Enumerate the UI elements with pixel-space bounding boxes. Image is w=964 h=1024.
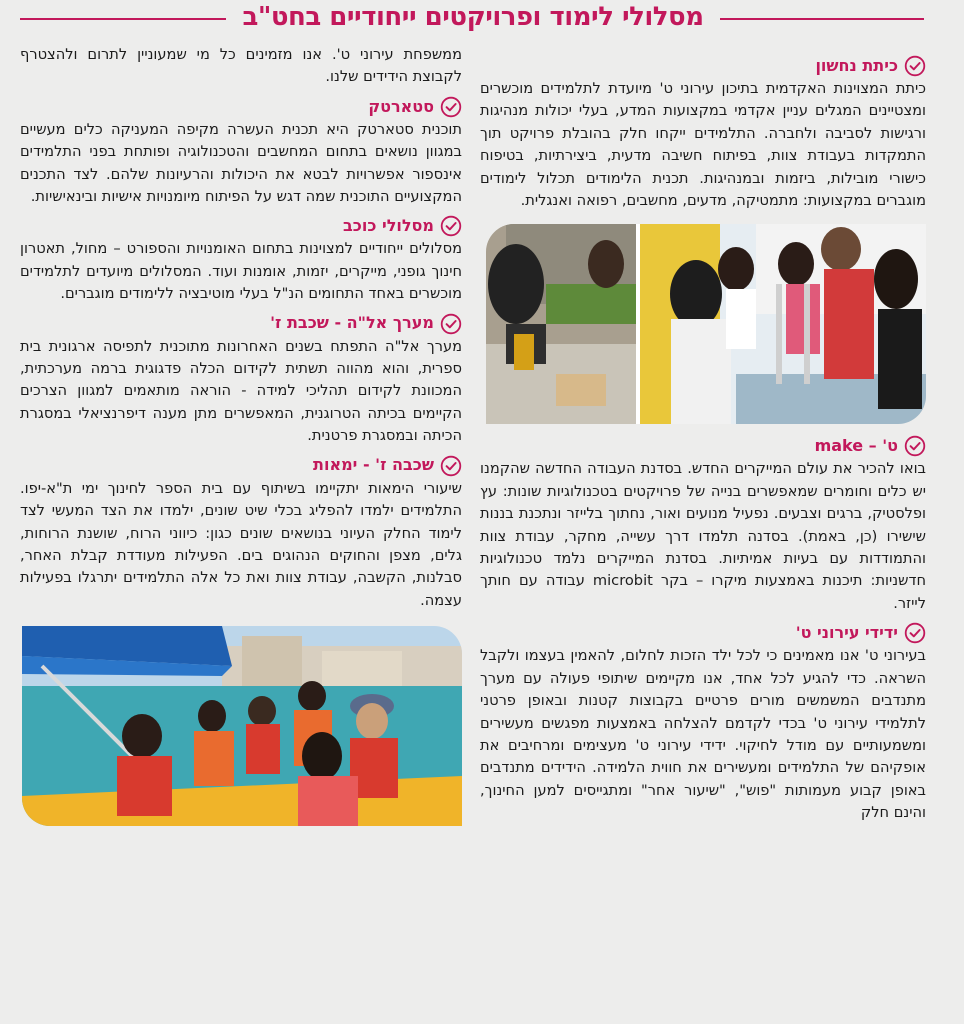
check-circle-icon — [440, 455, 462, 477]
section-heading-make — [480, 434, 926, 458]
check-circle-icon — [904, 622, 926, 644]
sailing-photo — [22, 626, 462, 826]
makers-workshop-photo — [486, 224, 926, 424]
page-header — [0, 0, 964, 46]
section-title: מערך אל"ה - שכבת ז' — [270, 313, 434, 333]
section-body: שיעורי הימאות יתקיימו בשיתוף עם בית הספר לחינוך ימי ת"א-יפו. התלמידים ילמדו להפליג בכלי שיט שונים, ילמדו את הצד המעשי לצד לימוד החלק העיוני בנושאים שונים כגון: כיווני הרוח, שושנת הרוחות, גלים, מצפן והחוקים הנהוגים בים. הפעילות מעודדת קבלת האחר, סבלנות, הקשבה, עבודת צוות ואת כל אלה התלמידים יתרגלו בפעילות עצמה. — [20, 479, 462, 609]
workshop-illustration — [486, 224, 926, 424]
section-body: בואו להכיר את עולם המייקרים החדש. בסדנת העבודה החדשה שהקמנו יש כלים וחומרים שמאפשרים בנייה של פרויקטים בטכנולוגיות שונות: עץ ופלסטיק, ברגים וצבעים. נפעיל מנועים ואור, נחתוך בלייזר ונתכנת בננות שישירו (כן, באמת). בסדנה תלמדו דרך עשייה, מחקר, עבודת צוות והתמודדות עם בעיות אמיתיות. בסדנת המייקרים נלמד טכנולוגיות חדשניות: תיכנות באמצעות מיקרו – בקר microbit עבודה עם חותך לייזר. — [480, 460, 926, 612]
section-title: כיתת נחשון — [815, 55, 898, 75]
check-circle-icon — [440, 96, 462, 118]
page-title: מסלולי לימוד ופרויקטים ייחודיים בחט"ב — [242, 2, 704, 32]
section-heading-nachshon — [480, 54, 926, 78]
section-heading-startech — [20, 95, 462, 119]
header-rule-left — [20, 18, 226, 20]
check-circle-icon — [904, 435, 926, 457]
check-circle-icon — [440, 215, 462, 237]
check-circle-icon — [904, 55, 926, 77]
section-body: תוכנית סטארטק היא תכנית העשרה מקיפה המעניקה כלים מעשיים במגוון נושאים בתחום המחשבים והטכנולוגיה ופותחת בפני התלמידים אינספור אפשרויות לבטא את היכולות והרעיונות שלהם. לצד התכנים המקצועיים התוכנית שמה דגש על הפיתוח מיומנויות אישיות ובינאישיות. — [20, 120, 462, 206]
section-heading-ele — [20, 312, 462, 336]
section-body: מערך אל"ה התפתח בשנים האחרונות מתוכנית לתפיסה ארגונית בית ספרית, והוא מהווה תשתית לקידום הכלה פדגוגית ברמה מערכתית, המכוונת לקידום תהליכי למידה - הוראה מותאמים למגוון הצרכים הקיימים בכיתה הטרוגנית, המאפשרים מתן מענה דיפרנציאלי במסגרת הכיתה ובמסגרת פרטנית. — [20, 337, 462, 445]
section-title: ט' – make — [814, 436, 898, 456]
section-heading-kochav — [20, 214, 462, 238]
section-title: שכבה ז' - ימאות — [313, 455, 434, 475]
section-heading-friends — [480, 621, 926, 645]
right-column — [480, 48, 926, 825]
section-title: סטארטק — [368, 96, 434, 116]
section-body: בעירוני ט' אנו מאמינים כי לכל ילד הזכות לחלום, להאמין בעצמו ולקבל השראה. כדי להגיע לכל אחד, אנו מקיימים שיתופי פעולה עם מערך מתנדבים המשמשים מורים פרטיים בקבוצות קטנות ובאופן פרטני לתלמידי עירוני ט' בכדי לקדמם להצלחה באמצעות מפגשים מעשירים ומשמעותיים עם מודל לחיקוי. ידידי עירוני ט' מעצימים ומרחיבים את אופקיהם של התלמידים ומעשירים את חווית הלמידה. הידידים מתנדבים באופן קבוע מעמותות "פוש", "שיעור אחר" ומתגייסים למען החינוך, והינם חלק — [480, 647, 926, 822]
check-circle-icon — [440, 313, 462, 335]
section-body: מסלולים ייחודיים למצוינות בתחום האומנויות והספורט – מחול, תאטרון חינוך גופני, מייקרים, יזמות, אומנות ועוד. המסלולים מיועדים לתלמידים מוכשרים באחד התחומים הנ"ל בעלי מוטיבציה ללימודים מוגברים. — [20, 240, 462, 303]
section-title: ידידי עירוני ט' — [795, 623, 898, 643]
sailing-illustration — [22, 626, 462, 826]
section-heading-sailing — [20, 454, 462, 478]
section-body: כיתת המצוינות האקדמית בתיכון עירוני ט' מיועדת לתלמידים מוכשרים ומצטיינים המגלים עניין אקדמי במקצועות המדע, בעלי יכולות מנהיגות ורגישות לסביבה ולחברה. התלמידים ייקחו חלק בהובלת פרויקט תוך התמקדות בעבודת צוות, בפיתוח חשיבה מדעית, ביצירתיות, בטיפוח כישורי מובילות, ביזמות ובמנהיגות. תכנית הלימודים תכלול לימודים מוגברים במקצועות: מתמטיקה, מדעים, מחשבים, רפואה ואנגלית. — [480, 80, 926, 210]
left-column — [20, 44, 462, 826]
section-title: מסלולי כוכב — [343, 216, 434, 236]
continued-text: ממשפחת עירוני ט'. אנו מזמינים כל מי שמעוניין לתרום ולהצטרף לקבוצת הידידים שלנו. — [20, 46, 462, 86]
header-rule-right — [720, 18, 924, 20]
